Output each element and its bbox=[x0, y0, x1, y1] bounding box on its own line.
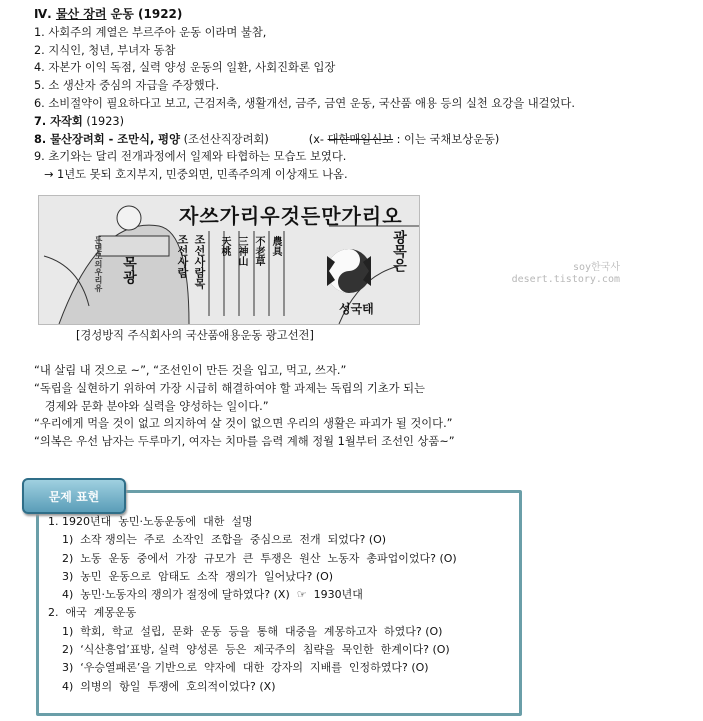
quote-line: “독립을 실현하기 위하여 가장 시급히 해결하여야 할 과제는 독립의 기초가 되는 bbox=[34, 381, 425, 395]
item8-bold: 8. 물산장려회 - 조만식, 평양 bbox=[34, 132, 180, 146]
advertisement-image bbox=[38, 195, 420, 325]
quote-line: “우리에게 먹을 것이 없고 의지하여 살 것이 없으면 우리의 생활은 파괴가 될 것이다.” bbox=[34, 417, 453, 431]
quote-line: 경제와 문화 분야와 실력을 양성하는 일이다.” bbox=[34, 399, 269, 413]
ad-caption: [경성방직 주식회사의 국산품애용운동 광고선전] bbox=[76, 329, 314, 342]
quiz-group-heading: 2. 애국 계몽운동 bbox=[48, 606, 137, 620]
note-item-7 bbox=[34, 113, 674, 131]
ad-column-e: 不老草 bbox=[253, 236, 264, 266]
ad-column-d: 三神山 bbox=[236, 236, 247, 266]
note-item-9: 9. 초기와는 달리 전개과정에서 일제와 타협하는 모습도 보였다. bbox=[34, 150, 347, 164]
quiz-item: 4) 의병의 항일 투쟁에 호의적이었다? (X) bbox=[62, 679, 276, 693]
watermark-line2: desert.tistory.com bbox=[511, 274, 620, 285]
ad-column-f: 農具 bbox=[270, 236, 281, 256]
item8-note-strike: 대한매일신보 bbox=[327, 132, 394, 146]
ad-right-a: 광목은 bbox=[391, 230, 407, 272]
quiz-item: 3) 농민 운동으로 암태도 소작 쟁의가 일어났다? (O) bbox=[62, 569, 334, 583]
section-heading bbox=[34, 6, 674, 24]
quiz-tab-label: 문제 표현 bbox=[22, 478, 126, 514]
section-number: Ⅳ. bbox=[34, 7, 52, 21]
note-item-8 bbox=[34, 131, 674, 149]
ad-left-big: 목광 bbox=[121, 256, 137, 284]
item7-rest: (1923) bbox=[82, 114, 124, 128]
item8-note-suffix: : 이는 국채보상운동) bbox=[393, 132, 500, 146]
watermark-line1: soy한국사 bbox=[572, 262, 620, 273]
ad-column-b: 조선사람목 bbox=[193, 234, 206, 289]
section-title: 물산 장려 bbox=[55, 7, 107, 21]
watermark bbox=[500, 262, 620, 286]
note-item: 4. 자본가 이익 독점, 실력 양성 운동의 일환, 사회진화론 입장 bbox=[34, 61, 336, 75]
ad-column-c: 天桃 bbox=[219, 236, 230, 256]
item8-paren: (조선산직장려회) bbox=[180, 132, 269, 146]
note-item: 2. 지식인, 청년, 부녀자 동참 bbox=[34, 43, 176, 57]
quiz-item: 1) 소작 쟁의는 주로 소작인 조합을 중심으로 전개 되었다? (O) bbox=[62, 533, 387, 547]
quote-line: “의복은 우선 남자는 두루마기, 여자는 치마를 음력 계해 정월 1월부터 조선인 상품~” bbox=[34, 435, 455, 449]
quotes-block bbox=[34, 362, 674, 451]
ad-right-b: 성국태 bbox=[339, 302, 374, 316]
quiz-item: 2) ‘식산흥업’표방, 실력 양성론 등은 제국주의 침략을 묵인한 한계이다? (O) bbox=[62, 643, 450, 657]
note-item: 1. 사회주의 계열은 부르주아 운동 이라며 불참, bbox=[34, 25, 267, 39]
ad-column-a: 조선사람 bbox=[176, 234, 189, 278]
section-title-rest: 운동 (1922) bbox=[106, 7, 183, 21]
quiz-group-heading: 1. 1920년대 농민·노동운동에 대한 설명 bbox=[48, 515, 253, 528]
ad-left-small: 든면모의우리유 bbox=[94, 236, 104, 292]
note-item-9-sub: → 1년도 못되 호지부지, 민중외면, 민족주의계 이상재도 나옴. bbox=[44, 168, 348, 182]
ad-banner-text: 자쓰가리우것든만가리오 bbox=[179, 204, 403, 228]
item7-bold: 7. 자작회 bbox=[34, 114, 83, 128]
quiz-item: 4) 농민·노동자의 쟁의가 절정에 달하였다? (X) ☞ 1930년대 bbox=[62, 588, 363, 602]
lecture-notes bbox=[34, 6, 674, 184]
quiz-item: 2) 노동 운동 중에서 가장 규모가 큰 투쟁은 원산 노동자 총파업이었다? (O) bbox=[62, 551, 457, 565]
note-item: 6. 소비절약이 필요하다고 보고, 근검저축, 생활개선, 금주, 금연 운동, 국산품 애용 등의 실천 요강을 내걸었다. bbox=[34, 96, 575, 110]
quiz-item: 3) ‘우승열패론’을 기반으로 약자에 대한 강자의 지배를 인정하였다? (O) bbox=[62, 661, 429, 675]
quiz-list bbox=[48, 513, 508, 696]
note-item: 5. 소 생산자 중심의 자급을 주장했다. bbox=[34, 79, 220, 93]
item8-note-prefix: (x- bbox=[308, 132, 328, 146]
quote-line: “내 살림 내 것으로 ~”, “조선인이 만든 것을 입고, 먹고, 쓰자.” bbox=[34, 364, 347, 377]
quiz-item: 1) 학회, 학교 설립, 문화 운동 등을 통해 대중을 계몽하고자 하였다? (O) bbox=[62, 624, 443, 638]
